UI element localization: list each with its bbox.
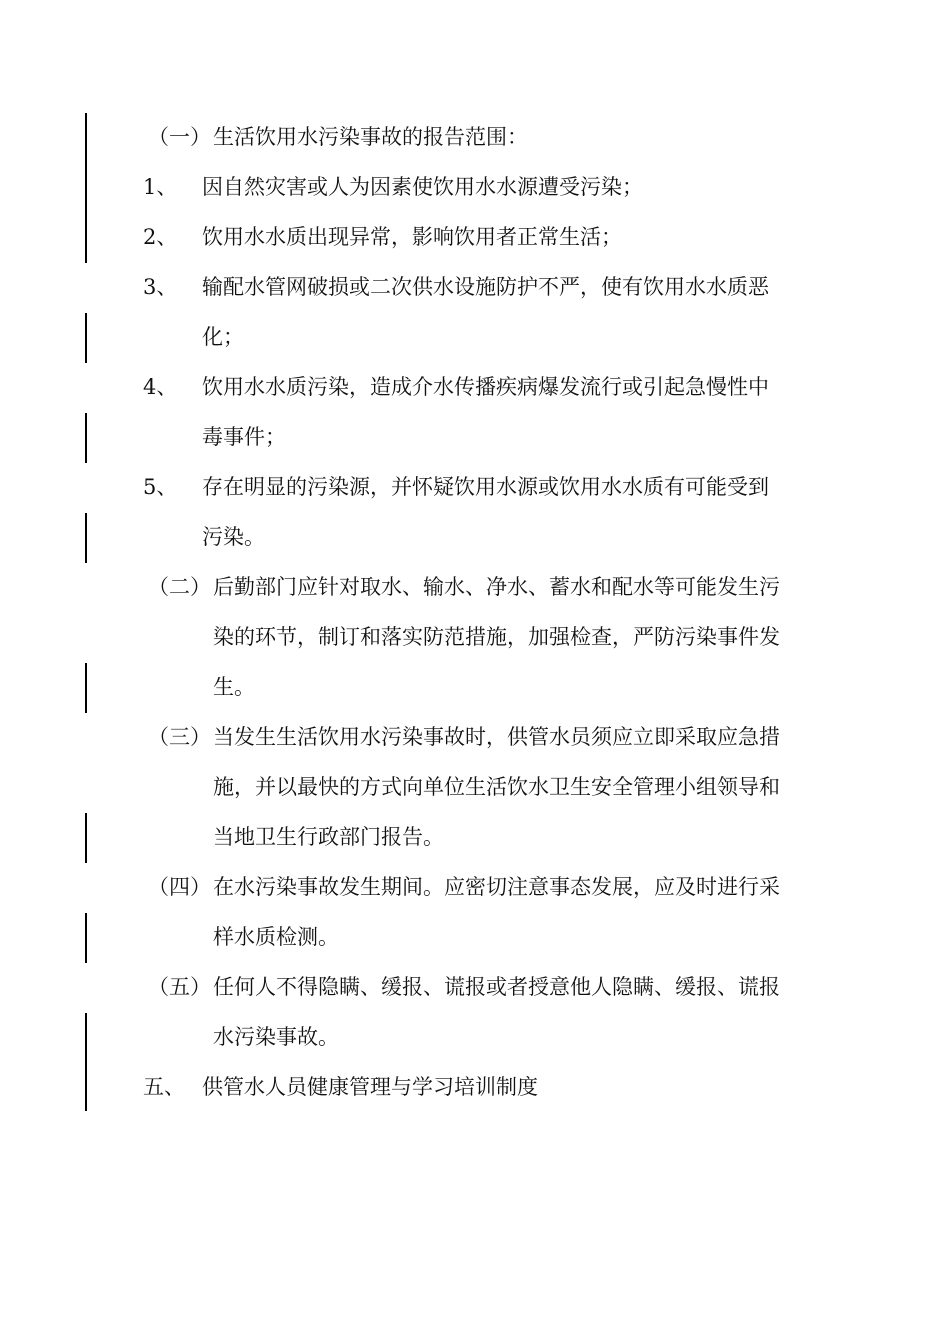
item-text-continued: 染的环节，制订和落实防范措施，加强检查，严防污染事件发	[213, 625, 780, 649]
item-text-continued: 当地卫生行政部门报告。	[213, 825, 444, 849]
item-text-continued: 样水质检测。	[213, 925, 339, 949]
paragraph-line	[0, 762, 950, 812]
item-text: 生活饮用水污染事故的报告范围：	[213, 125, 528, 149]
item-text: 饮用水水质出现异常，影响饮用者正常生活；	[202, 225, 622, 249]
paragraph-line	[0, 612, 950, 662]
paragraph-line	[0, 862, 950, 912]
paragraph-line	[0, 362, 950, 412]
paragraph-line	[0, 412, 950, 462]
paragraph-line	[0, 912, 950, 962]
item-text: 在水污染事故发生期间。应密切注意事态发展，应及时进行采	[213, 875, 780, 899]
section-heading	[0, 1062, 950, 1112]
paragraph-line	[0, 112, 950, 162]
item-number: 3、	[143, 275, 178, 299]
paragraph-line	[0, 212, 950, 262]
item-number: （五）	[148, 975, 211, 999]
paragraph-line	[0, 312, 950, 362]
item-number: 2、	[143, 225, 178, 249]
item-number: 5、	[143, 475, 178, 499]
item-number: （一）	[148, 125, 211, 149]
item-text-continued: 水污染事故。	[213, 1025, 339, 1049]
item-text: 存在明显的污染源，并怀疑饮用水源或饮用水水质有可能受到	[202, 475, 769, 499]
item-text-continued: 施，并以最快的方式向单位生活饮水卫生安全管理小组领导和	[213, 775, 780, 799]
section-number: 五、	[143, 1075, 185, 1099]
paragraph-line	[0, 1012, 950, 1062]
item-text: 任何人不得隐瞒、缓报、谎报或者授意他人隐瞒、缓报、谎报	[213, 975, 780, 999]
item-number: 1、	[143, 175, 178, 199]
item-text: 后勤部门应针对取水、输水、净水、蓄水和配水等可能发生污	[213, 575, 780, 599]
paragraph-line	[0, 462, 950, 512]
item-text: 输配水管网破损或二次供水设施防护不严，使有饮用水水质恶	[202, 275, 769, 299]
paragraph-line	[0, 712, 950, 762]
paragraph-line	[0, 662, 950, 712]
paragraph-line	[0, 812, 950, 862]
paragraph-line	[0, 262, 950, 312]
section-title: 供管水人员健康管理与学习培训制度	[202, 1075, 538, 1099]
item-number: （三）	[148, 725, 211, 749]
paragraph-line	[0, 162, 950, 212]
item-number: （四）	[148, 875, 211, 899]
item-text-continued: 污染。	[202, 525, 265, 549]
paragraph-line	[0, 962, 950, 1012]
paragraph-line	[0, 562, 950, 612]
item-text: 饮用水水质污染，造成介水传播疾病爆发流行或引起急慢性中	[202, 375, 769, 399]
item-text: 当发生生活饮用水污染事故时，供管水员须应立即采取应急措	[213, 725, 780, 749]
item-text-continued: 毒事件；	[202, 425, 286, 449]
paragraph-line	[0, 512, 950, 562]
item-number: 4、	[143, 375, 178, 399]
item-text-continued: 生。	[213, 675, 255, 699]
item-number: （二）	[148, 575, 211, 599]
item-text-continued: 化；	[202, 325, 244, 349]
item-text: 因自然灾害或人为因素使饮用水水源遭受污染；	[202, 175, 643, 199]
